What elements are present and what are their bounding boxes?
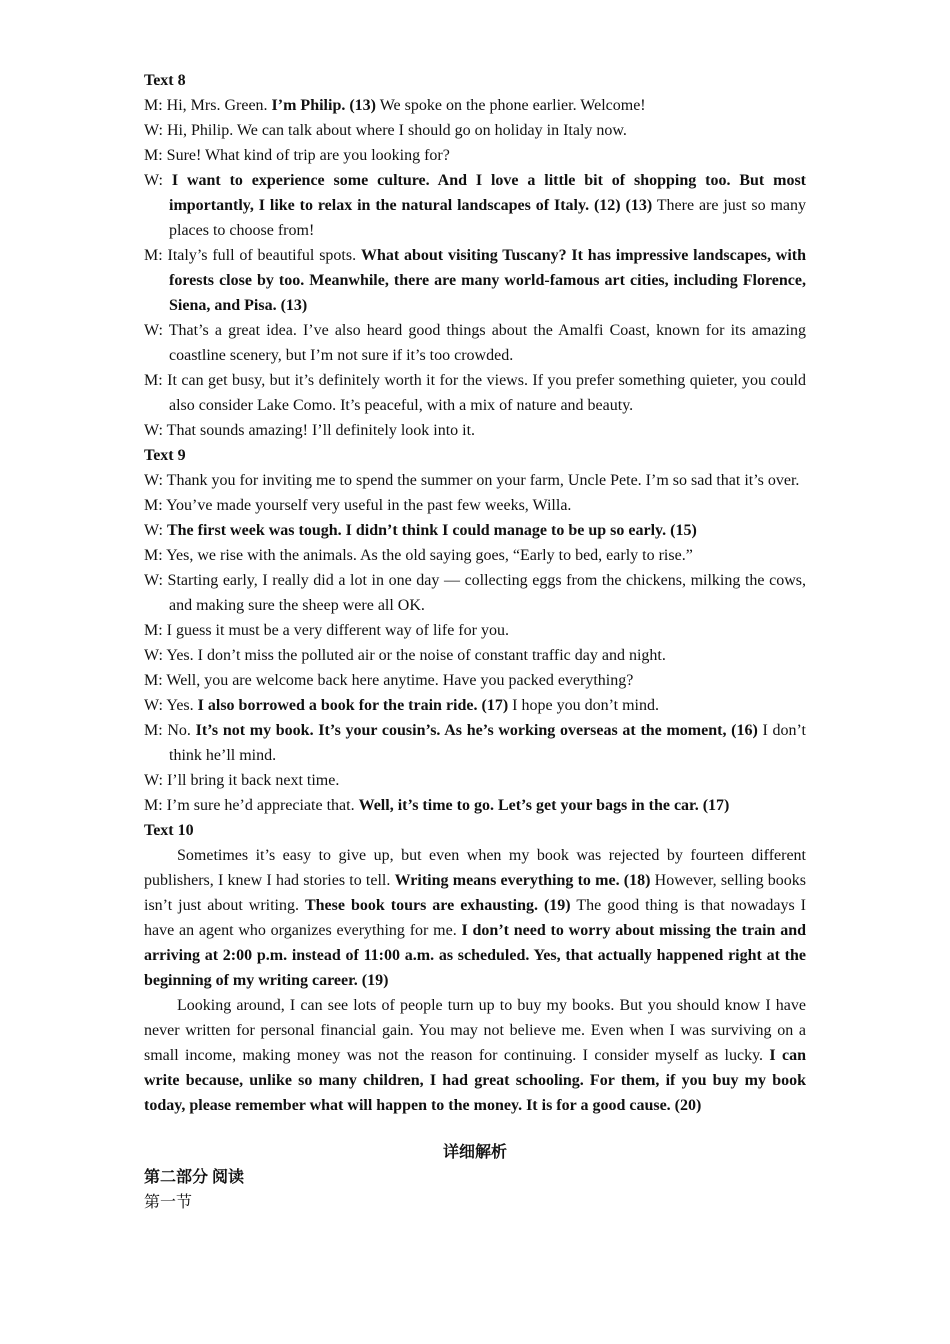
answer-evidence: I don’t need to worry about missing the train and arriving at 2:00 p.m. instead of 11:00 a.m. as scheduled. Yes, that actually happened right at the beginning of my writing career. (19) (144, 922, 806, 989)
reading-section-label: 第一节 (144, 1194, 193, 1211)
dialogue-line (144, 568, 806, 618)
text-segment: There are just so many places to choose from! (169, 197, 807, 239)
dialogue-line (144, 493, 806, 518)
dialogue-line (144, 693, 806, 718)
document-page (144, 68, 806, 1215)
text-segment: The good thing is that nowadays I have an agent who organizes everything for me. (144, 897, 806, 939)
analysis-title: 详细解析 (442, 1144, 507, 1161)
text-segment: W: That’s a great idea. I’ve also heard good things about the Amalfi Coast, known for its amazing coastline scenery, but I’m not sure if it’s too crowded. (144, 322, 806, 364)
dialogue-line (144, 543, 806, 568)
text-segment: W: Yes. (144, 697, 198, 714)
answer-evidence: I also borrowed a book for the train ride. (17) (197, 697, 509, 714)
dialogue-line (144, 768, 806, 793)
text-segment: M: Well, you are welcome back here anytime. Have you packed everything? (144, 672, 634, 689)
dialogue-line (144, 468, 806, 493)
text-segment: However, selling books isn’t just about writing. (144, 872, 807, 914)
dialogue-line (144, 168, 806, 243)
paragraph (144, 843, 806, 993)
dialogue-line (144, 318, 806, 368)
text10-section (144, 818, 806, 1118)
answer-evidence: Writing means everything to me. (18) (394, 872, 651, 889)
dialogue-line (144, 93, 806, 118)
dialogue-line (144, 368, 806, 418)
text-segment: M: You’ve made yourself very useful in the past few weeks, Willa. (144, 497, 572, 514)
text9-section (144, 443, 806, 818)
text8-heading: Text 8 (144, 72, 186, 89)
answer-evidence: I’m Philip. (13) (271, 97, 376, 114)
dialogue-line (144, 643, 806, 668)
answer-evidence: The first week was tough. I didn’t think I could manage to be up so early. (15) (166, 522, 697, 539)
answer-evidence: It’s not my book. It’s your cousin’s. As he’s working overseas at the moment, (16) (195, 722, 758, 739)
text-segment: W: That sounds amazing! I’ll definitely look into it. (144, 422, 476, 439)
text-segment: M: Sure! What kind of trip are you looking for? (144, 147, 450, 164)
dialogue-line (144, 118, 806, 143)
text-segment: W: Hi, Philip. We can talk about where I should go on holiday in Italy now. (144, 122, 627, 139)
text8-section (144, 68, 806, 443)
dialogue-line (144, 418, 806, 443)
dialogue-line (144, 143, 806, 168)
text-segment: M: I guess it must be a very different way of life for you. (144, 622, 509, 639)
text10-heading: Text 10 (144, 822, 194, 839)
answer-evidence: What about visiting Tuscany? It has impressive landscapes, with forests close by too. Meanwhile, there are many world-famous art cities, including Florence, Siena, and Pisa. (13) (169, 247, 807, 314)
text-segment: M: Hi, Mrs. Green. (144, 97, 272, 114)
text-segment: M: I’m sure he’d appreciate that. (144, 797, 359, 814)
text-segment: W: (144, 522, 167, 539)
text-segment: Sometimes it’s easy to give up, but even when my book was rejected by fourteen different publishers, I knew I had stories to tell. (144, 847, 806, 889)
text-segment: I hope you don’t mind. (508, 697, 659, 714)
text9-dialogue (144, 468, 806, 818)
text-segment: W: Yes. I don’t miss the polluted air or the noise of constant traffic day and night. (144, 647, 666, 664)
text10-monologue (144, 843, 806, 1118)
dialogue-line (144, 793, 806, 818)
text-segment: W: Thank you for inviting me to spend the summer on your farm, Uncle Pete. I’m so sad that it’s over. (144, 472, 800, 489)
text-segment: Looking around, I can see lots of people turn up to buy my books. But you should know I have never written for personal financial gain. You may not believe me. Even when I was surviving on a small income, making money was not the reason for continuing. I consider myself as lucky. (144, 997, 806, 1064)
dialogue-line (144, 518, 806, 543)
answer-evidence: These book tours are exhausting. (19) (304, 897, 571, 914)
reading-part-heading: 第二部分 阅读 (144, 1169, 245, 1186)
text-segment: W: I’ll bring it back next time. (144, 772, 340, 789)
answer-evidence: Well, it’s time to go. Let’s get your bags in the car. (17) (358, 797, 730, 814)
dialogue-line (144, 243, 806, 318)
answer-evidence: I can write because, unlike so many children, I had great schooling. For them, if you buy my book today, please remember what will happen to the money. It is for a good cause. (20) (144, 1047, 806, 1114)
dialogue-line (144, 718, 806, 768)
text-segment: I don’t think he’ll mind. (169, 722, 806, 764)
text-segment: M: It can get busy, but it’s definitely worth it for the views. If you prefer something quieter, you could also consider Lake Como. It’s peaceful, with a mix of nature and beauty. (144, 372, 806, 414)
answer-evidence: I want to experience some culture. And I love a little bit of shopping too. But most importantly, I like to relax in the natural landscapes of Italy. (12) (13) (169, 172, 807, 214)
paragraph (144, 993, 806, 1118)
text-segment: We spoke on the phone earlier. Welcome! (376, 97, 646, 114)
text-segment: W: Starting early, I really did a lot in one day — collecting eggs from the chickens, milking the cows, and making sure the sheep were all OK. (144, 572, 806, 614)
dialogue-line (144, 618, 806, 643)
text-segment: W: (144, 172, 172, 189)
dialogue-line (144, 668, 806, 693)
text-segment: M: Italy’s full of beautiful spots. (144, 247, 361, 264)
text9-heading: Text 9 (144, 447, 186, 464)
text-segment: M: No. (144, 722, 196, 739)
text8-dialogue (144, 93, 806, 443)
text-segment: M: Yes, we rise with the animals. As the old saying goes, “Early to bed, early to rise.” (144, 547, 693, 564)
